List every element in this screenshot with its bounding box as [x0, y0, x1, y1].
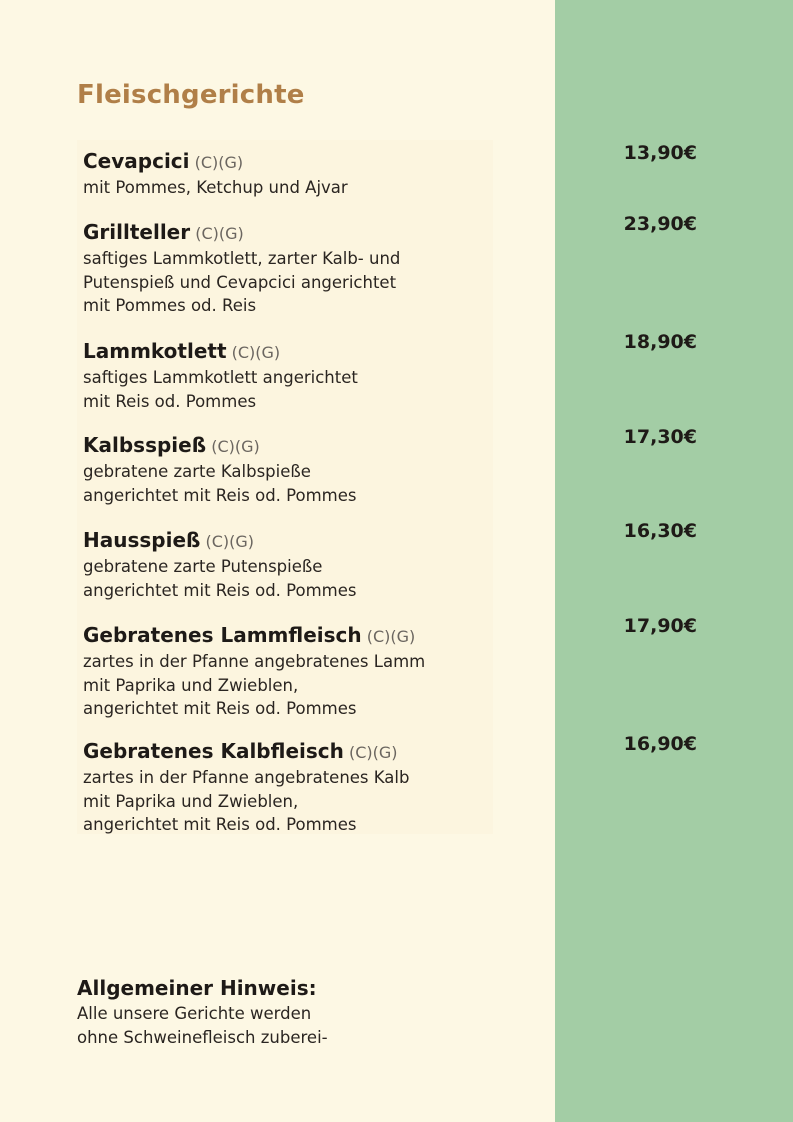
price-lammkotlett: 18,90€: [623, 331, 697, 353]
menu-list: [77, 140, 493, 834]
dish-allergens: (C)(G): [205, 532, 255, 551]
price-lammfleisch: 17,90€: [623, 615, 697, 637]
general-note: [77, 974, 537, 1050]
menu-item-kalbfleisch: [83, 738, 493, 837]
dish-name: Cevapcici: [83, 149, 190, 173]
dish-name: Gebratenes Kalbfleisch: [83, 739, 344, 763]
menu-item-lammfleisch: [83, 622, 493, 721]
menu-item-hausspiess: [83, 527, 493, 602]
dish-name: Gebratenes Lammfleisch: [83, 623, 362, 647]
dish-description: gebratene zarte Putenspieße angerichtet mit Reis od. Pommes: [83, 557, 357, 600]
dish-name: Lammkotlett: [83, 339, 227, 363]
price-grillteller: 23,90€: [623, 213, 697, 235]
dish-name: Hausspieß: [83, 528, 201, 552]
accent-side-panel: [555, 0, 793, 1122]
price-hausspiess: 16,30€: [623, 520, 697, 542]
dish-allergens: (C)(G): [348, 743, 398, 762]
menu-item-kalbsspiess: [83, 432, 493, 507]
menu-item-cevapcici: [83, 148, 493, 200]
section-title: Fleischgerichte: [77, 80, 305, 110]
dish-description: gebratene zarte Kalbspieße angerichtet mit Reis od. Pommes: [83, 462, 357, 505]
dish-allergens: (C)(G): [195, 224, 244, 243]
dish-allergens: (C)(G): [194, 153, 244, 172]
note-text: Alle unsere Gerichte werden ohne Schweinefleisch zuberei-: [77, 1004, 328, 1047]
dish-allergens: (C)(G): [366, 627, 416, 646]
dish-allergens: (C)(G): [211, 437, 260, 456]
note-title: Allgemeiner Hinweis:: [77, 976, 317, 1000]
dish-description: saftiges Lammkotlett, zarter Kalb- und Putenspieß und Cevapcici angerichtet mit Pommes od. Reis: [83, 249, 401, 315]
dish-description: zartes in der Pfanne angebratenes Kalb mit Paprika und Zwieblen, angerichtet mit Reis od. Pommes: [83, 768, 410, 834]
dish-name: Grillteller: [83, 220, 191, 244]
price-cevapcici: 13,90€: [623, 142, 697, 164]
menu-item-lammkotlett: [83, 338, 493, 413]
dish-description: mit Pommes, Ketchup und Ajvar: [83, 178, 348, 197]
dish-name: Kalbsspieß: [83, 433, 207, 457]
price-kalbfleisch: 16,90€: [623, 733, 697, 755]
menu-item-grillteller: [83, 219, 493, 318]
price-kalbsspiess: 17,30€: [623, 426, 697, 448]
dish-allergens: (C)(G): [231, 343, 281, 362]
dish-description: saftiges Lammkotlett angerichtet mit Reis od. Pommes: [83, 368, 358, 411]
dish-description: zartes in der Pfanne angebratenes Lamm mit Paprika und Zwieblen, angerichtet mit Reis od. Pommes: [83, 652, 426, 718]
